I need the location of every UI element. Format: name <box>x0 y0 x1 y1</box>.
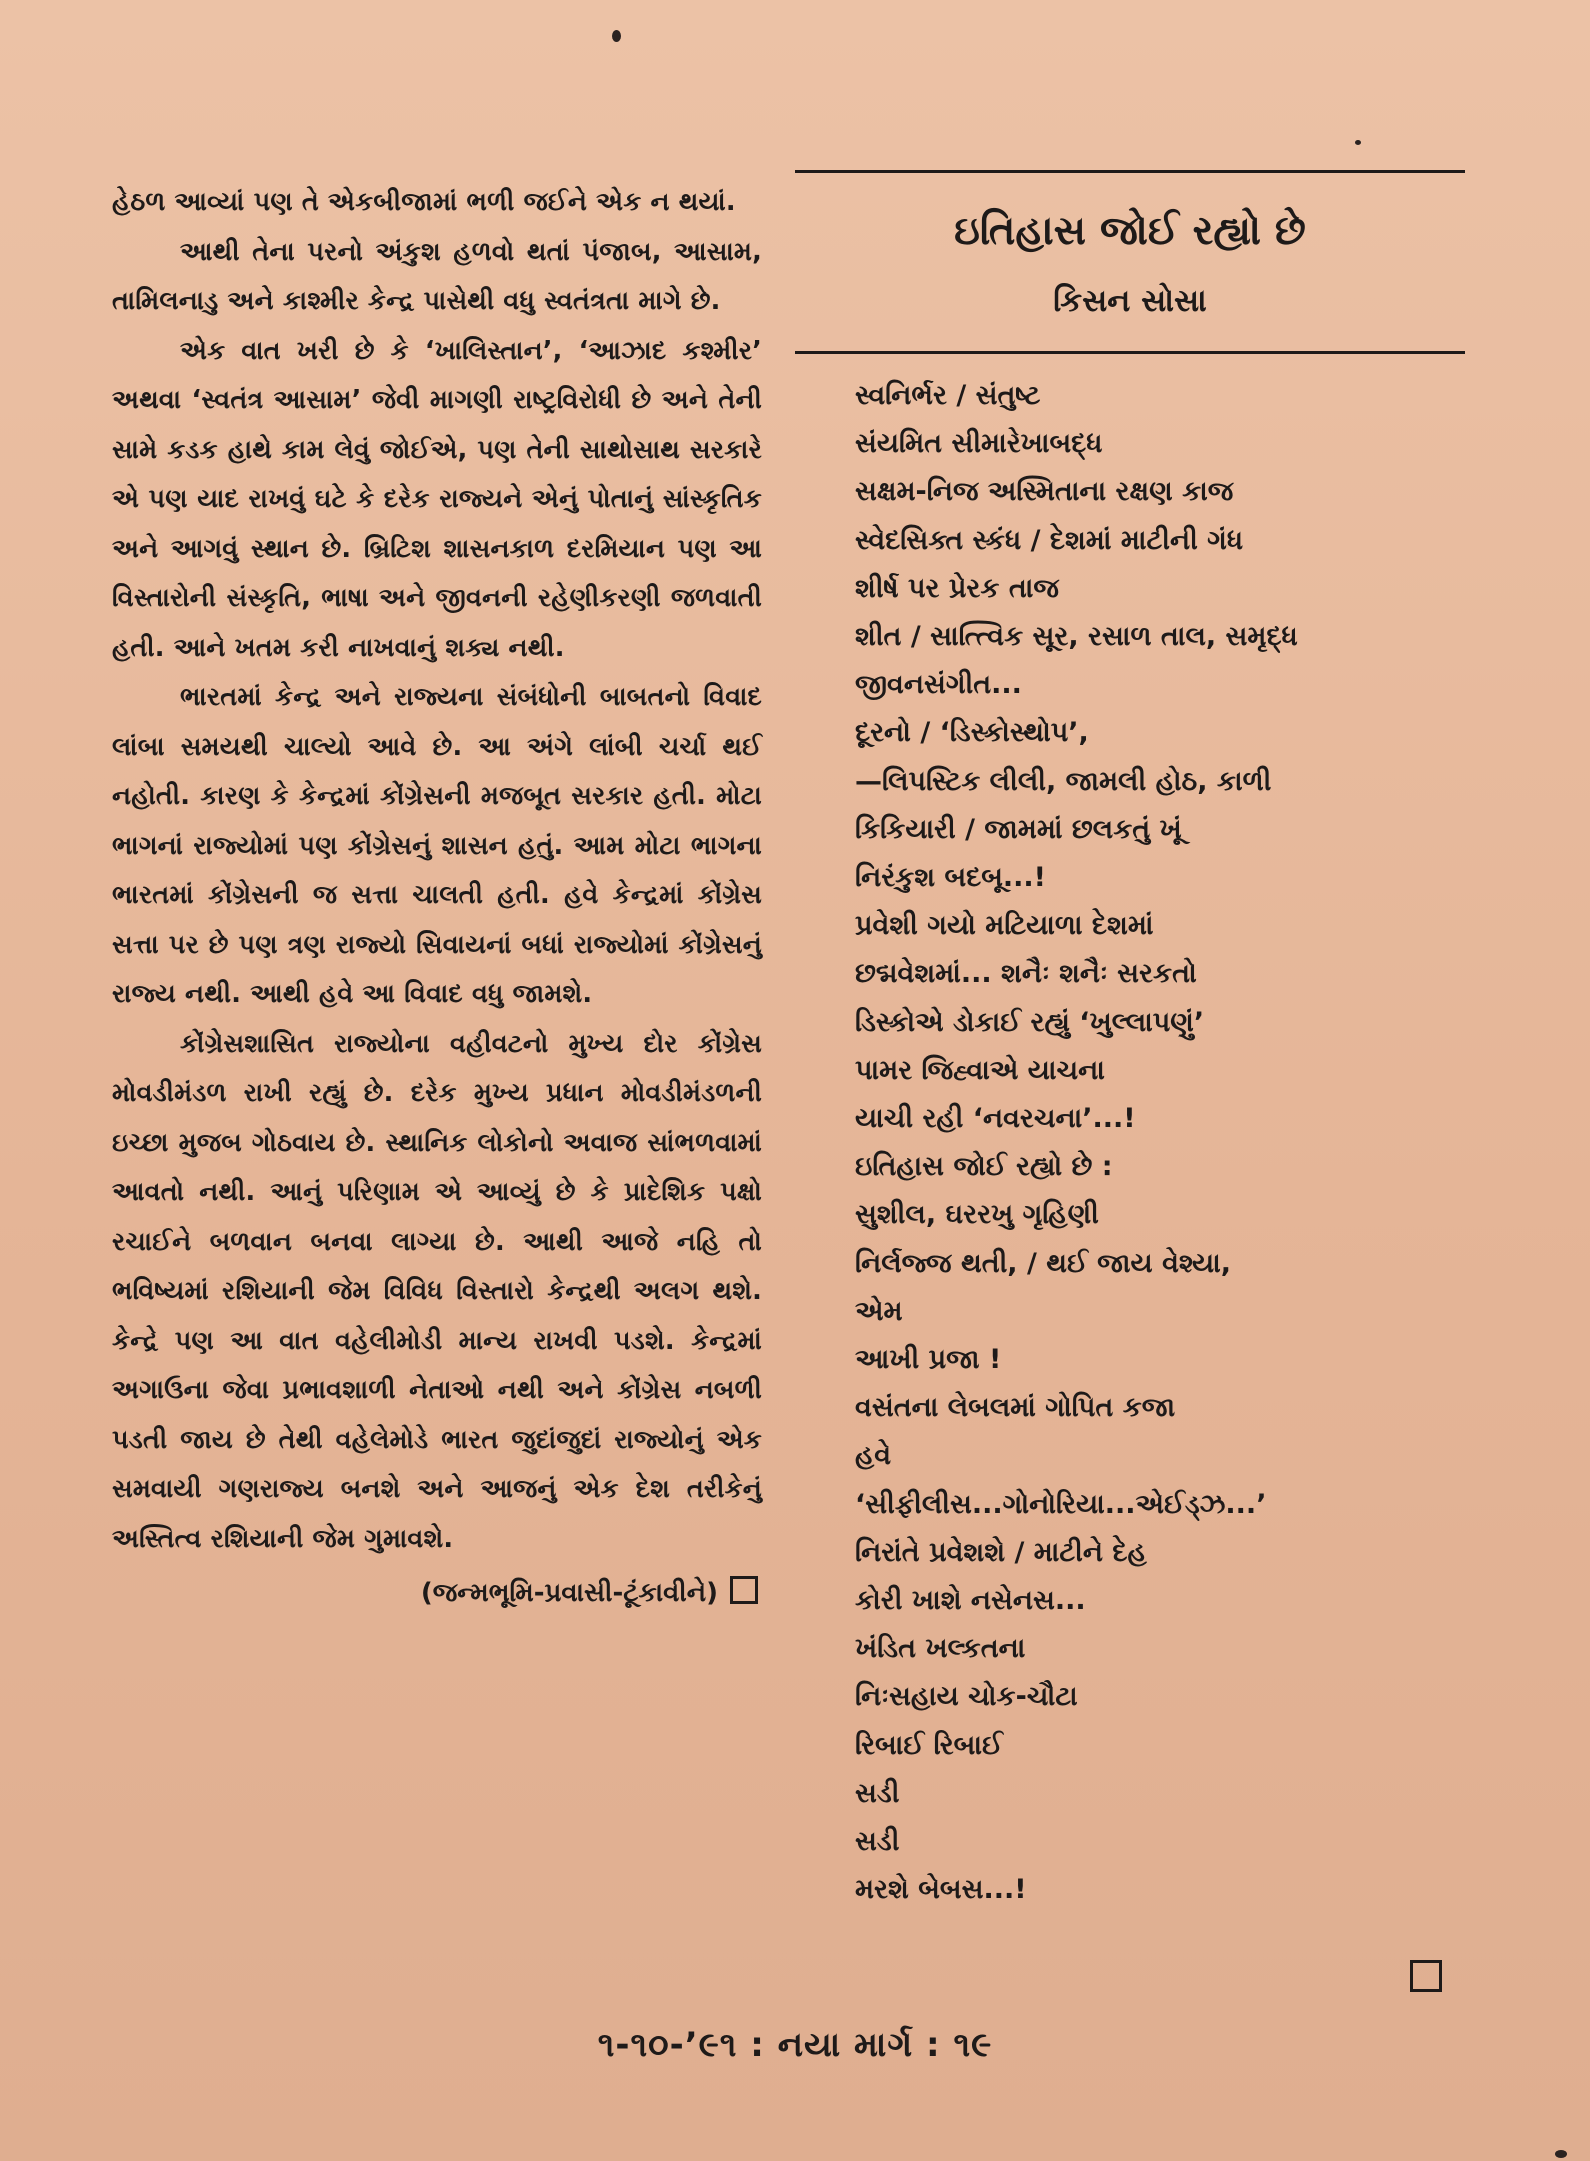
poem-line: —લિપસ્ટિક લીલી, જામલી હોઠ, કાળી <box>855 765 1272 797</box>
poem-line: રિબાઈ રિબાઈ <box>855 1729 1003 1761</box>
poem-line: સડી <box>855 1826 900 1858</box>
poem-line: આખી પ્રજા ! <box>855 1344 1002 1376</box>
poem-line: સક્ષમ-નિજ અસ્મિતાના રક્ષણ કાજ <box>855 476 1234 508</box>
top-divider <box>795 170 1465 173</box>
poem-line: સ્વનિર્ભર / સંતુષ્ટ <box>855 380 1041 411</box>
poem-body <box>795 372 1465 1915</box>
poem-title: ઇતિહાસ જોઈ રહ્યો છે <box>954 208 1306 254</box>
page-footer: ૧-૧૦-’૯૧ : નયા માર્ગ : ૧૯ <box>597 2025 993 2065</box>
poem-line: યાચી રહી ‘નવરચના’...! <box>855 1103 1136 1135</box>
poem-line: મરશે બેબસ...! <box>855 1874 1027 1906</box>
article-column <box>112 178 762 1618</box>
poem-line: કિકિયારી / જામમાં છલકતું ખૂં <box>855 813 1182 845</box>
poem-author: કિસન સોસા <box>1053 283 1207 319</box>
poem-line: ઇતિહાસ જોઈ રહ્યો છે : <box>855 1151 1113 1183</box>
poem-column <box>795 170 1465 1915</box>
article-paragraph: કોંગ્રેસશાસિત રાજ્યોના વહીવટનો મુખ્ય દોર કોંગ્રેસ મોવડીમંડળ રાખી રહ્યું છે. દરેક મુખ્ય પ્રધાન મોવડીમંડળની ઇચ્છા મુજબ ગોઠવાય છે. સ્થાનિક લોકોનો અવાજ સાંભળવામાં આવતો નથી. આનું પરિણામ એ આવ્યું છે કે પ્રાદેશિક પક્ષો રચાઈને બળવાન બનવા લાગ્યા છે. આથી આજે નહિ તો ભવિષ્યમાં રશિયાની જેમ વિવિધ વિસ્તારો કેન્દ્રથી અલગ થશે. કેન્દ્રે પણ આ વાત વહેલીમોડી માન્ય રાખવી પડશે. કેન્દ્રમાં અગાઉના જેવા પ્રભાવશાળી નેતાઓ નથી અને કોંગ્રેસ નબળી પડતી જાય છે તેથી વહેલેમોડે ભારત જુદાંજુદાં રાજ્યોનું એક સમવાયી ગણરાજ્ય બનશે અને આજનું એક દેશ તરીકેનું અસ્તિત્વ રશિયાની જેમ ગુમાવશે. <box>112 1028 762 1554</box>
poem-line: વસંતના લેબલમાં ગોપિત કજા <box>855 1392 1176 1424</box>
poem-line: ‘સીફીલીસ...ગોનોરિયા...એઈડ્ઝ...’ <box>855 1488 1267 1520</box>
poem-line: શીત / સાત્ત્વિક સૂર, રસાળ તાલ, સમૃદ્ધ <box>855 621 1298 653</box>
article-paragraph: આથી તેના પરનો અંકુશ હળવો થતાં પંજાબ, આસામ, તામિલનાડુ અને કાશ્મીર કેન્દ્ર પાસેથી વધુ સ્વતંત્રતા માગે છે. <box>112 236 762 316</box>
article-paragraph: હેઠળ આવ્યાં પણ તે એકબીજામાં ભળી જઈને એક ન થયાં. <box>112 187 736 217</box>
poem-line: સડી <box>855 1777 900 1809</box>
poem-line: સુશીલ, ઘરરખુ ગૃહિણી <box>855 1199 1099 1231</box>
poem-line: દૂરનો / ‘ડિસ્કોસ્થોપ’, <box>855 717 1089 749</box>
poem-line: નિરાંતે પ્રવેશશે / માટીને દેહ <box>855 1536 1147 1568</box>
article-paragraph: એક વાત ખરી છે કે ‘ખાલિસ્તાન’, ‘આઝાદ કશ્મીર’ અથવા ‘સ્વતંત્ર આસામ’ જેવી માગણી રાષ્ટ્રવિરોધી છે અને તેની સામે કડક હાથે કામ લેવું જોઈએ, પણ તેની સાથોસાથ સરકારે એ પણ યાદ રાખવું ઘટે કે દરેક રાજ્યને એનું પોતાનું સાંસ્કૃતિક અને આગવું સ્થાન છે. બ્રિટિશ શાસનકાળ દરમિયાન પણ આ વિસ્તારોની સંસ્કૃતિ, ભાષા અને જીવનની રહેણીકરણી જળવાતી હતી. આને ખતમ કરી નાખવાનું શક્ય નથી. <box>112 335 762 663</box>
poem-line: ડિસ્કોએ ડોકાઈ રહ્યું ‘ખુલ્લાપણું’ <box>855 1006 1205 1038</box>
paper-speck <box>612 30 621 42</box>
poem-line: એમ <box>855 1295 903 1327</box>
poem-line: જીવનસંગીત... <box>855 669 1022 701</box>
article-source <box>112 1568 762 1618</box>
poem-line: પ્રવેશી ગયો મટિયાળા દેશમાં <box>855 910 1154 942</box>
poem-line: છદ્મવેશમાં... શનૈઃ શનૈઃ સરકતો <box>855 958 1197 990</box>
poem-line: નિઃસહાય ચોક-ચૌટા <box>855 1681 1078 1713</box>
end-mark-icon <box>730 1576 758 1604</box>
poem-line: નિર્લજ્જ થતી, / થઈ જાય વેશ્યા, <box>855 1247 1232 1279</box>
poem-line: ખંડિત ખલ્કતના <box>855 1633 1026 1665</box>
article-source-text: (જન્મભૂમિ-પ્રવાસી-ટૂંકાવીને) <box>420 1578 718 1608</box>
poem-line: સ્વેદસિક્ત સ્કંધ / દેશમાં માટીની ગંધ <box>855 524 1244 556</box>
poem-line: કોરી ખાશે નસેનસ... <box>855 1585 1086 1617</box>
poem-line: નિરંકુશ બદબૂ...! <box>855 862 1046 894</box>
poem-line: શીર્ષ પર પ્રેરક તાજ <box>855 572 1059 604</box>
poem-line: હવે <box>855 1440 892 1472</box>
poem-line: પામર જિહ્વાએ યાચના <box>855 1054 1105 1086</box>
end-mark-icon <box>1410 1960 1442 1992</box>
paper-speck <box>1355 140 1361 145</box>
bottom-divider <box>795 351 1465 354</box>
poem-line: સંયમિત સીમારેખાબદ્ધ <box>855 428 1103 460</box>
paper-speck <box>1555 2150 1567 2158</box>
article-paragraph: ભારતમાં કેન્દ્ર અને રાજ્યના સંબંધોની બાબતનો વિવાદ લાંબા સમયથી ચાલ્યો આવે છે. આ અંગે લાંબી ચર્ચા થઈ નહોતી. કારણ કે કેન્દ્રમાં કોંગ્રેસની મજબૂત સરકાર હતી. મોટા ભાગનાં રાજ્યોમાં પણ કોંગ્રેસનું શાસન હતું. આમ મોટા ભાગના ભારતમાં કોંગ્રેસની જ સત્તા ચાલતી હતી. હવે કેન્દ્રમાં કોંગ્રેસ સત્તા પર છે પણ ત્રણ રાજ્યો સિવાયનાં બધાં રાજ્યોમાં કોંગ્રેસનું રાજ્ય નથી. આથી હવે આ વિવાદ વધુ જામશે. <box>112 682 762 1009</box>
